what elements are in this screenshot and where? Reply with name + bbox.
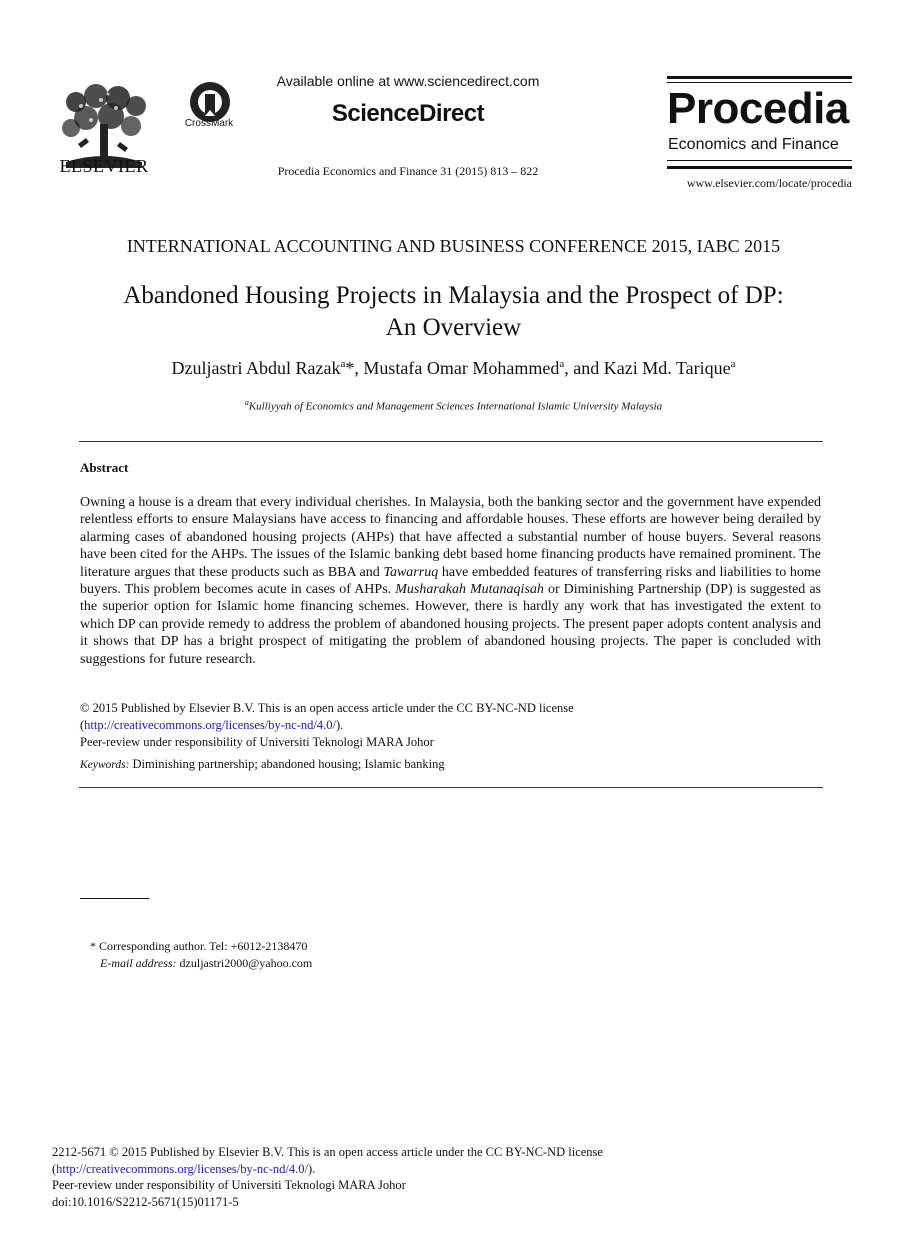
procedia-rule [667,166,852,169]
abstract-text: have embedded features of transferring risks and liabilities to home buyers. This problem becomes acute in cases of AHPs. [80,564,821,598]
license-line: © 2015 Published by Elsevier B.V. This is an open access article under the CC BY-NC-ND license [80,701,574,715]
abstract-top-rule [79,441,823,442]
corresponding-author-line: * Corresponding author. Tel: +6012-2138470 [90,939,308,953]
procedia-rule [667,82,852,83]
keywords-label: Keywords: [80,759,130,771]
procedia-rule [667,76,852,79]
crossmark-label: CrossMark [184,118,234,129]
procedia-url-link[interactable]: www.elsevier.com/locate/procedia [686,176,852,190]
keywords [80,757,445,772]
bottom-peer-review-line: Peer-review under responsibility of Universiti Teknologi MARA Johor [52,1178,406,1192]
bottom-license-block [52,1144,603,1210]
paper-title [60,280,847,344]
corresponding-mark: * [345,358,355,378]
available-online-text: Available online at www.sciencedirect.com [276,73,540,89]
procedia-rule [667,160,852,161]
author-name: Mustafa Omar Mohammed [363,358,560,378]
affiliation [0,398,907,413]
bottom-url-line: (http://creativecommons.org/licenses/by-nc-nd/4.0/). [52,1161,316,1176]
email-label: E-mail address: [100,956,177,970]
abstract-term-tawarruq: Tawarruq [383,564,439,580]
doi-line[interactable]: doi:10.1016/S2212-5671(15)01171-5 [52,1194,239,1209]
abstract-bottom-rule [79,787,823,788]
license-url-link[interactable]: http://creativecommons.org/licenses/by-nc-nd/4.0/ [84,717,336,732]
paper-title-line-2: An Overview [385,314,522,341]
email-line [90,955,312,972]
footnote-rule [80,898,149,899]
author-affiliation-mark: a [559,358,565,370]
license-block [80,700,821,750]
abstract-paragraph [80,494,821,668]
author-affiliation-mark: a [340,358,346,370]
abstract-heading: Abstract [80,460,129,475]
corresponding-footnote [90,938,312,972]
author-affiliation-mark: a [730,358,736,370]
procedia-logo: Procedia [667,84,849,133]
author-separator: , and [564,358,604,378]
author-name: Dzuljastri Abdul Razak [171,358,341,378]
email-link[interactable]: dzuljastri2000@yahoo.com [179,956,313,970]
abstract-term-musharakah: Musharakah Mutanaqisah [395,582,544,598]
journal-citation: Procedia Economics and Finance 31 (2015) 813 – 822 [277,164,539,178]
author-list [0,358,907,379]
keywords-text: Diminishing partnership; abandoned housing; Islamic banking [132,757,445,771]
sciencedirect-logo: ScienceDirect [331,100,485,127]
author-name: Kazi Md. Tarique [603,358,731,378]
bottom-license-url-link[interactable]: http://creativecommons.org/licenses/by-nc-nd/4.0/ [56,1161,308,1176]
license-url-line: (http://creativecommons.org/licenses/by-nc-nd/4.0/). [80,717,344,732]
conference-name: INTERNATIONAL ACCOUNTING AND BUSINESS CONFERENCE 2015, IABC 2015 [126,236,781,256]
abstract-text: Owning a house is a dream that every individual cherishes. In Malaysia, both the banking sector and the government have expended relentless efforts to ensure Malaysians have access to financing and affordable houses. These efforts are however being derailed by alarming cases of abandoned housing projects (AHPs) that have affected a substantial number of house buyers. Several reasons have been cited for the AHPs. The issues of the Islamic banking debt based home financing products have remained prominent. The literature argues that these products such as BBA and [80,495,821,580]
paper-title-line-1: Abandoned Housing Projects in Malaysia and the Prospect of DP: [123,282,784,309]
abstract-body [80,494,821,668]
affiliation-text: Kulliyyah of Economics and Management Sciences International Islamic University Malaysia [248,400,663,413]
author-separator: , [354,358,364,378]
procedia-subtitle: Economics and Finance [668,136,839,153]
publisher-name: ELSEVIER [59,156,149,176]
abstract-text: or Diminishing Partnership (DP) is suggested as the superior option for Islamic home financing schemes. However, there is hardly any work that has investigated the extent to which DP can provide remedy to address the problem of abandoned housing projects. The present paper adopts content analysis and it shows that DP has a bright prospect of mitigating the problem of abandoned housing projects. The paper is concluded with suggestions for future research. [80,582,822,667]
issn-license-line: 2212-5671 © 2015 Published by Elsevier B.V. This is an open access article under the CC BY-NC-ND license [52,1145,603,1159]
affiliation-mark: a [244,398,249,407]
peer-review-line: Peer-review under responsibility of Universiti Teknologi MARA Johor [80,734,434,749]
